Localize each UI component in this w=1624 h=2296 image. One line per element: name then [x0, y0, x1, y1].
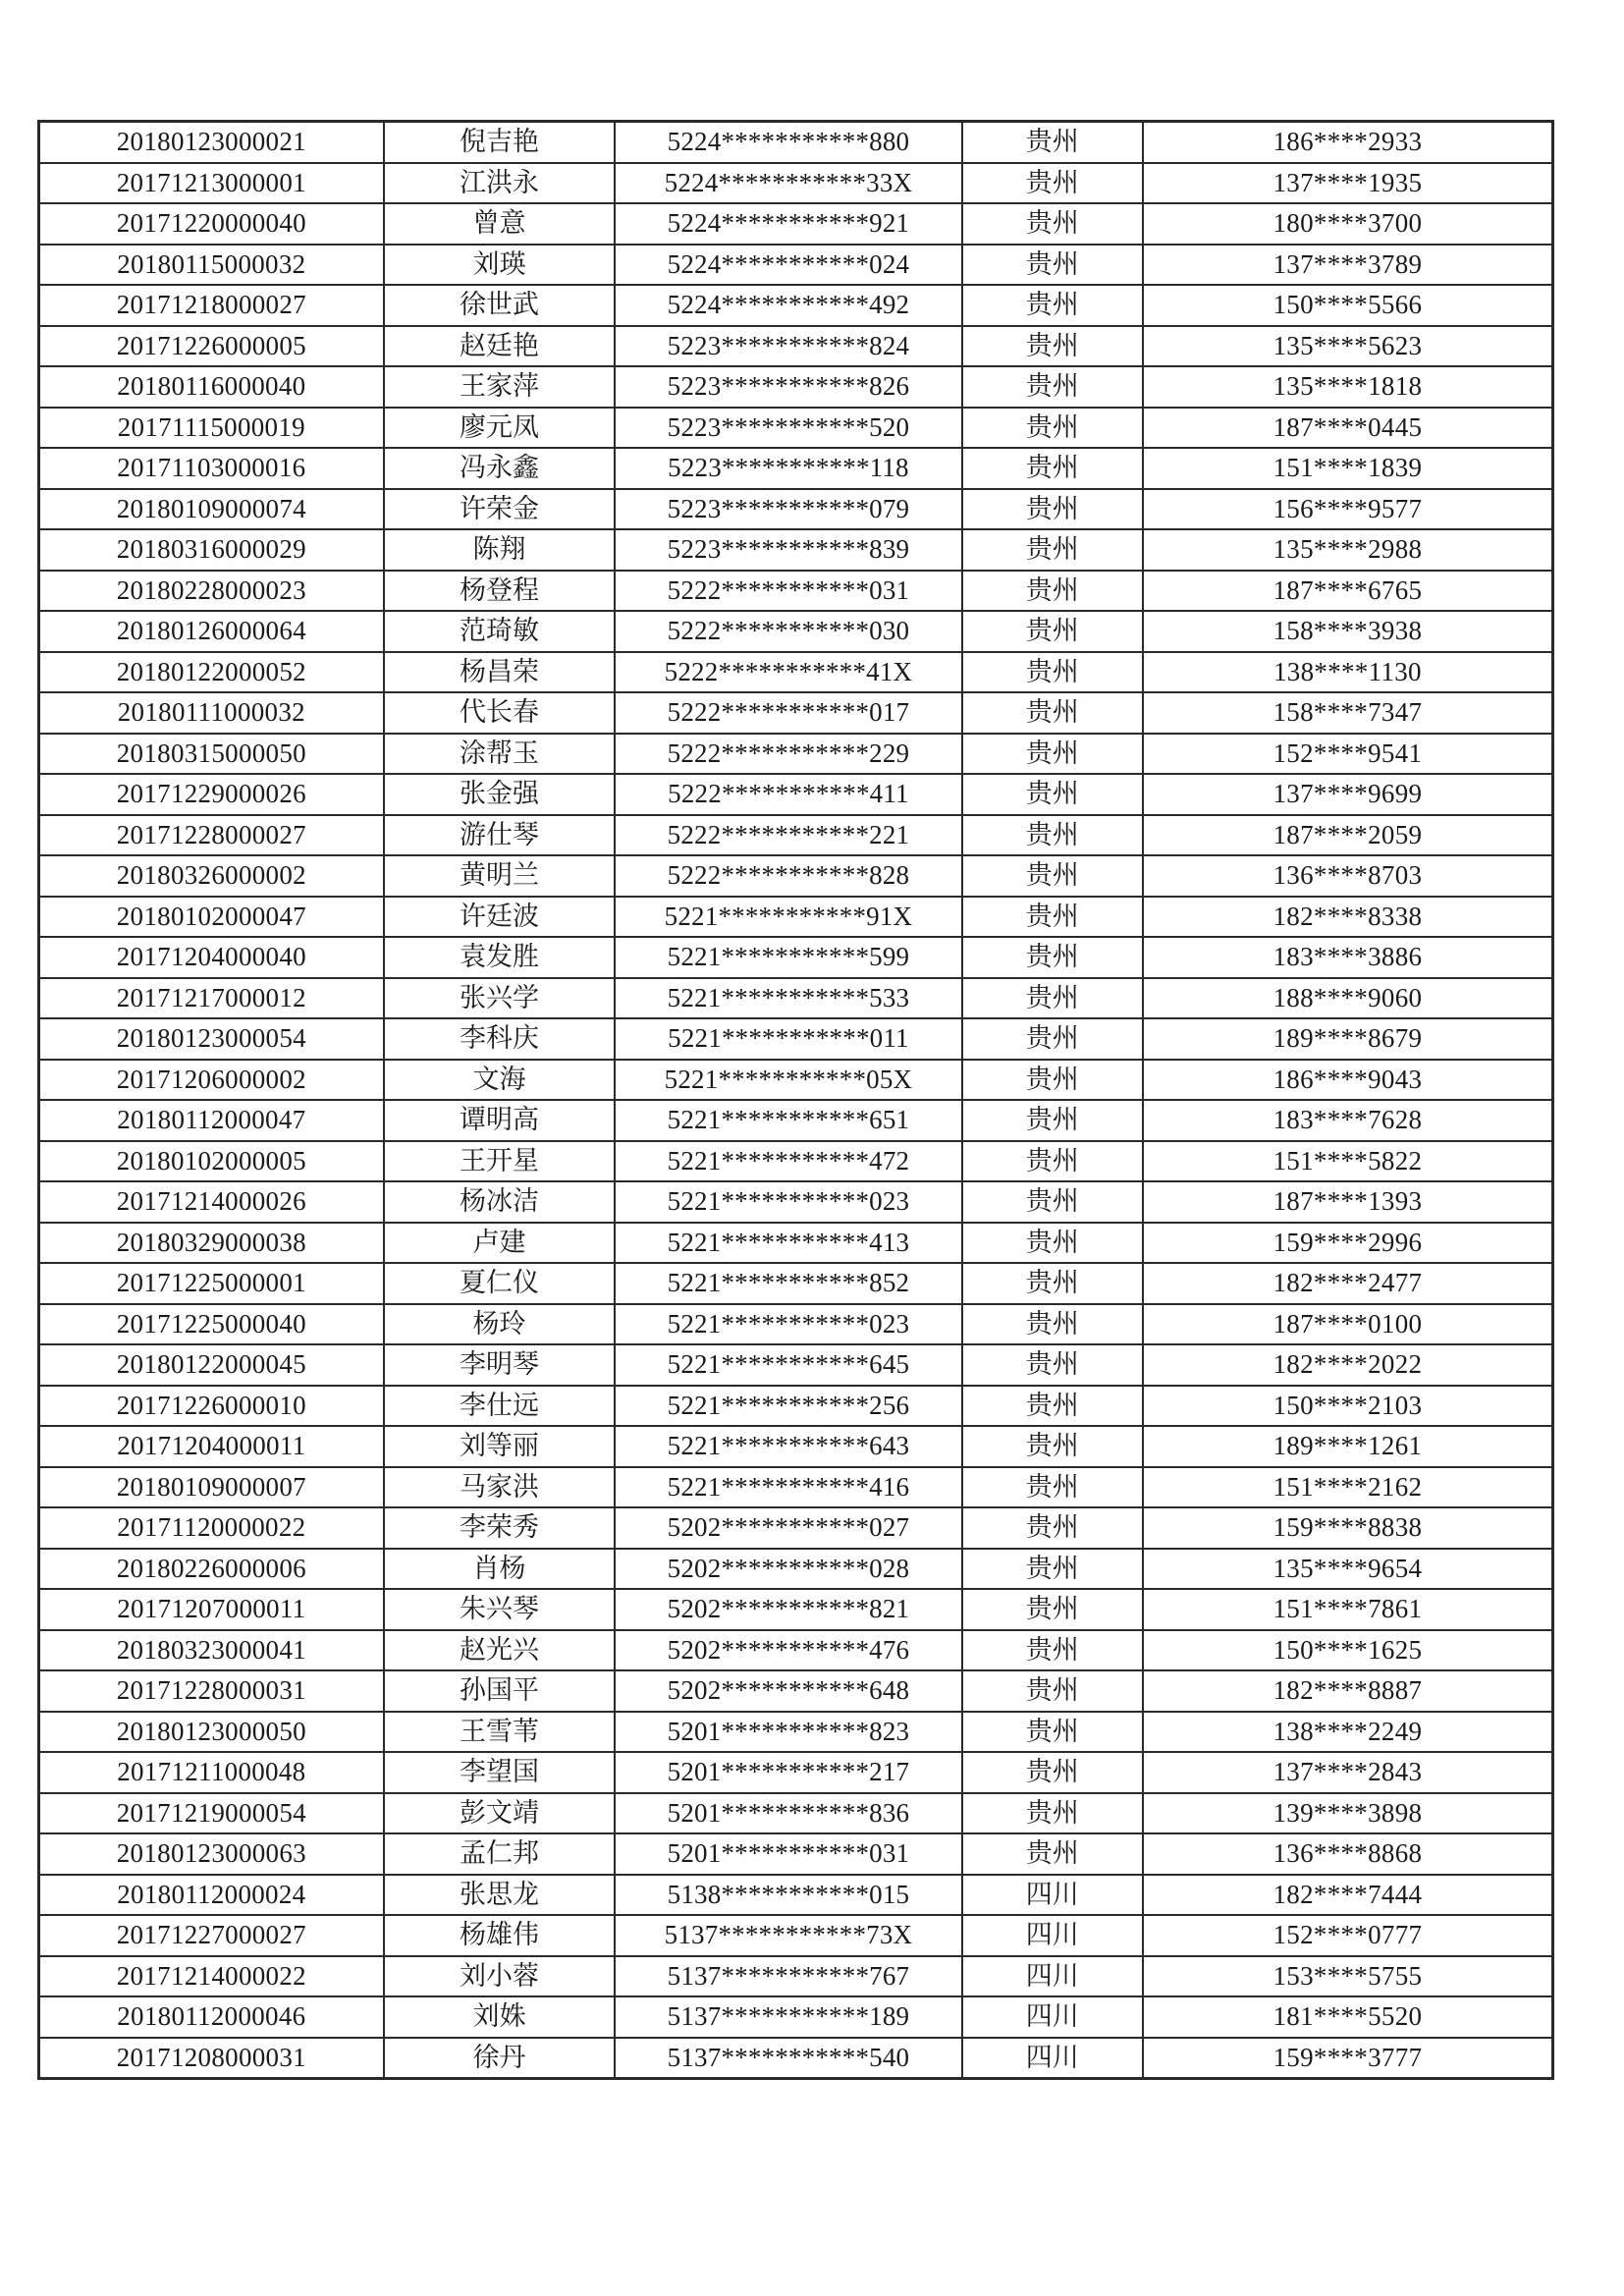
phone-cell: 189****1261 — [1143, 1426, 1553, 1467]
table-row — [39, 366, 1553, 408]
serial-number-cell: 20180323000041 — [39, 1630, 384, 1671]
name-cell: 李荣秀 — [384, 1507, 616, 1549]
serial-number-cell: 20171214000026 — [39, 1181, 384, 1223]
serial-number-cell: 20171204000011 — [39, 1426, 384, 1467]
name-cell: 代长春 — [384, 692, 616, 734]
province-cell: 贵州 — [962, 978, 1143, 1019]
id-number-cell: 5201***********031 — [615, 1833, 961, 1875]
table-row — [39, 1141, 1553, 1182]
serial-number-cell: 20180123000021 — [39, 122, 384, 163]
table-row — [39, 1996, 1553, 2038]
serial-number-cell: 20180123000050 — [39, 1712, 384, 1753]
phone-cell: 187****6765 — [1143, 571, 1553, 612]
id-number-cell: 5223***********118 — [615, 448, 961, 489]
name-cell: 涂帮玉 — [384, 734, 616, 775]
serial-number-cell: 20180126000064 — [39, 611, 384, 652]
province-cell: 贵州 — [962, 855, 1143, 897]
table-row — [39, 2038, 1553, 2079]
province-cell: 贵州 — [962, 1141, 1143, 1182]
name-cell: 廖元凤 — [384, 408, 616, 449]
province-cell: 贵州 — [962, 611, 1143, 652]
province-cell: 四川 — [962, 2038, 1143, 2079]
province-cell: 贵州 — [962, 571, 1143, 612]
id-number-cell: 5202***********476 — [615, 1630, 961, 1671]
id-number-cell: 5222***********030 — [615, 611, 961, 652]
id-number-cell: 5221***********023 — [615, 1181, 961, 1223]
table-row — [39, 1875, 1553, 1916]
id-number-cell: 5137***********540 — [615, 2038, 961, 2079]
phone-cell: 159****3777 — [1143, 2038, 1553, 2079]
name-cell: 张思龙 — [384, 1875, 616, 1916]
province-cell: 贵州 — [962, 408, 1143, 449]
phone-cell: 180****3700 — [1143, 203, 1553, 245]
name-cell: 黄明兰 — [384, 855, 616, 897]
name-cell: 陈翔 — [384, 529, 616, 571]
id-number-cell: 5221***********011 — [615, 1018, 961, 1060]
serial-number-cell: 20180228000023 — [39, 571, 384, 612]
table-row — [39, 203, 1553, 245]
province-cell: 贵州 — [962, 1426, 1143, 1467]
name-cell: 彭文靖 — [384, 1793, 616, 1834]
phone-cell: 158****3938 — [1143, 611, 1553, 652]
name-cell: 马家洪 — [384, 1467, 616, 1508]
id-number-cell: 5202***********027 — [615, 1507, 961, 1549]
province-cell: 贵州 — [962, 1304, 1143, 1345]
name-cell: 倪吉艳 — [384, 122, 616, 163]
serial-number-cell: 20171226000005 — [39, 326, 384, 367]
province-cell: 贵州 — [962, 1549, 1143, 1590]
id-number-cell: 5221***********852 — [615, 1263, 961, 1304]
serial-number-cell: 20171115000019 — [39, 408, 384, 449]
name-cell: 王开星 — [384, 1141, 616, 1182]
province-cell: 贵州 — [962, 366, 1143, 408]
province-cell: 贵州 — [962, 489, 1143, 530]
phone-cell: 182****2477 — [1143, 1263, 1553, 1304]
name-cell: 范琦敏 — [384, 611, 616, 652]
phone-cell: 187****2059 — [1143, 815, 1553, 856]
province-cell: 贵州 — [962, 1752, 1143, 1793]
province-cell: 四川 — [962, 1956, 1143, 1997]
province-cell: 贵州 — [962, 245, 1143, 286]
serial-number-cell: 20171228000031 — [39, 1670, 384, 1712]
name-cell: 赵廷艳 — [384, 326, 616, 367]
name-cell: 徐丹 — [384, 2038, 616, 2079]
id-number-cell: 5201***********217 — [615, 1752, 961, 1793]
phone-cell: 153****5755 — [1143, 1956, 1553, 1997]
name-cell: 赵光兴 — [384, 1630, 616, 1671]
name-cell: 游仕琴 — [384, 815, 616, 856]
serial-number-cell: 20171229000026 — [39, 774, 384, 815]
table-row — [39, 1426, 1553, 1467]
table-row — [39, 1956, 1553, 1997]
phone-cell: 188****9060 — [1143, 978, 1553, 1019]
name-cell: 徐世武 — [384, 285, 616, 326]
province-cell: 贵州 — [962, 897, 1143, 938]
phone-cell: 182****7444 — [1143, 1875, 1553, 1916]
phone-cell: 189****8679 — [1143, 1018, 1553, 1060]
id-number-cell: 5137***********73X — [615, 1915, 961, 1956]
id-number-cell: 5221***********651 — [615, 1100, 961, 1141]
serial-number-cell: 20171213000001 — [39, 163, 384, 204]
serial-number-cell: 20180102000047 — [39, 897, 384, 938]
serial-number-cell: 20171220000040 — [39, 203, 384, 245]
serial-number-cell: 20180109000074 — [39, 489, 384, 530]
id-number-cell: 5202***********648 — [615, 1670, 961, 1712]
province-cell: 贵州 — [962, 1833, 1143, 1875]
table-row — [39, 734, 1553, 775]
id-number-cell: 5221***********645 — [615, 1344, 961, 1386]
serial-number-cell: 20180111000032 — [39, 692, 384, 734]
name-cell: 刘小蓉 — [384, 1956, 616, 1997]
table-row — [39, 408, 1553, 449]
name-cell: 李仕远 — [384, 1386, 616, 1427]
id-number-cell: 5221***********05X — [615, 1060, 961, 1101]
table-row — [39, 326, 1553, 367]
province-cell: 贵州 — [962, 1712, 1143, 1753]
table-row — [39, 571, 1553, 612]
table-row — [39, 897, 1553, 938]
phone-cell: 137****3789 — [1143, 245, 1553, 286]
name-cell: 曾意 — [384, 203, 616, 245]
id-number-cell: 5224***********33X — [615, 163, 961, 204]
name-cell: 孙国平 — [384, 1670, 616, 1712]
id-number-cell: 5223***********839 — [615, 529, 961, 571]
serial-number-cell: 20171217000012 — [39, 978, 384, 1019]
table-row — [39, 1223, 1553, 1264]
province-cell: 贵州 — [962, 448, 1143, 489]
table-row — [39, 1263, 1553, 1304]
table-row — [39, 1549, 1553, 1590]
table-row — [39, 285, 1553, 326]
id-number-cell: 5221***********599 — [615, 937, 961, 978]
province-cell: 贵州 — [962, 734, 1143, 775]
serial-number-cell: 20180115000032 — [39, 245, 384, 286]
serial-number-cell: 20171214000022 — [39, 1956, 384, 1997]
serial-number-cell: 20171225000001 — [39, 1263, 384, 1304]
name-cell: 杨登程 — [384, 571, 616, 612]
table-row — [39, 774, 1553, 815]
id-number-cell: 5202***********821 — [615, 1589, 961, 1630]
name-cell: 袁发胜 — [384, 937, 616, 978]
serial-number-cell: 20171206000002 — [39, 1060, 384, 1101]
id-number-cell: 5223***********826 — [615, 366, 961, 408]
phone-cell: 182****2022 — [1143, 1344, 1553, 1386]
id-number-cell: 5223***********520 — [615, 408, 961, 449]
id-number-cell: 5137***********767 — [615, 1956, 961, 1997]
serial-number-cell: 20180112000046 — [39, 1996, 384, 2038]
id-number-cell: 5201***********823 — [615, 1712, 961, 1753]
serial-number-cell: 20180122000052 — [39, 652, 384, 693]
phone-cell: 150****2103 — [1143, 1386, 1553, 1427]
name-cell: 冯永鑫 — [384, 448, 616, 489]
serial-number-cell: 20171120000022 — [39, 1507, 384, 1549]
table-row — [39, 1712, 1553, 1753]
serial-number-cell: 20171208000031 — [39, 2038, 384, 2079]
table-row — [39, 245, 1553, 286]
phone-cell: 181****5520 — [1143, 1996, 1553, 2038]
table-row — [39, 1386, 1553, 1427]
name-cell: 王雪苇 — [384, 1712, 616, 1753]
table-row — [39, 815, 1553, 856]
phone-cell: 139****3898 — [1143, 1793, 1553, 1834]
province-cell: 贵州 — [962, 163, 1143, 204]
name-cell: 杨冰洁 — [384, 1181, 616, 1223]
table-row — [39, 855, 1553, 897]
id-number-cell: 5221***********533 — [615, 978, 961, 1019]
name-cell: 孟仁邦 — [384, 1833, 616, 1875]
table-row — [39, 489, 1553, 530]
id-number-cell: 5223***********079 — [615, 489, 961, 530]
province-cell: 贵州 — [962, 1467, 1143, 1508]
province-cell: 贵州 — [962, 815, 1143, 856]
serial-number-cell: 20180315000050 — [39, 734, 384, 775]
table-row — [39, 1467, 1553, 1508]
table-row — [39, 1304, 1553, 1345]
id-number-cell: 5222***********411 — [615, 774, 961, 815]
table-row — [39, 1100, 1553, 1141]
name-cell: 杨玲 — [384, 1304, 616, 1345]
serial-number-cell: 20180326000002 — [39, 855, 384, 897]
table-row — [39, 611, 1553, 652]
id-number-cell: 5221***********472 — [615, 1141, 961, 1182]
name-cell: 朱兴琴 — [384, 1589, 616, 1630]
phone-cell: 152****9541 — [1143, 734, 1553, 775]
province-cell: 四川 — [962, 1875, 1143, 1916]
serial-number-cell: 20180116000040 — [39, 366, 384, 408]
province-cell: 贵州 — [962, 1181, 1143, 1223]
serial-number-cell: 20180109000007 — [39, 1467, 384, 1508]
name-cell: 杨昌荣 — [384, 652, 616, 693]
table-row — [39, 1793, 1553, 1834]
roster-table-body — [39, 122, 1553, 2079]
serial-number-cell: 20180112000047 — [39, 1100, 384, 1141]
roster-table — [37, 120, 1554, 2080]
province-cell: 贵州 — [962, 692, 1143, 734]
province-cell: 贵州 — [962, 203, 1143, 245]
name-cell: 谭明高 — [384, 1100, 616, 1141]
serial-number-cell: 20171207000011 — [39, 1589, 384, 1630]
name-cell: 王家萍 — [384, 366, 616, 408]
province-cell: 贵州 — [962, 529, 1143, 571]
name-cell: 刘姝 — [384, 1996, 616, 2038]
id-number-cell: 5221***********023 — [615, 1304, 961, 1345]
phone-cell: 137****1935 — [1143, 163, 1553, 204]
serial-number-cell: 20171225000040 — [39, 1304, 384, 1345]
phone-cell: 135****5623 — [1143, 326, 1553, 367]
phone-cell: 159****8838 — [1143, 1507, 1553, 1549]
phone-cell: 138****1130 — [1143, 652, 1553, 693]
phone-cell: 151****5822 — [1143, 1141, 1553, 1182]
province-cell: 贵州 — [962, 1386, 1143, 1427]
id-number-cell: 5224***********880 — [615, 122, 961, 163]
name-cell: 许廷波 — [384, 897, 616, 938]
table-row — [39, 1670, 1553, 1712]
phone-cell: 136****8703 — [1143, 855, 1553, 897]
table-row — [39, 448, 1553, 489]
province-cell: 贵州 — [962, 1344, 1143, 1386]
table-row — [39, 163, 1553, 204]
id-number-cell: 5222***********017 — [615, 692, 961, 734]
id-number-cell: 5224***********492 — [615, 285, 961, 326]
table-row — [39, 1344, 1553, 1386]
province-cell: 贵州 — [962, 1263, 1143, 1304]
name-cell: 张金强 — [384, 774, 616, 815]
serial-number-cell: 20180316000029 — [39, 529, 384, 571]
phone-cell: 150****5566 — [1143, 285, 1553, 326]
id-number-cell: 5222***********229 — [615, 734, 961, 775]
province-cell: 贵州 — [962, 122, 1143, 163]
id-number-cell: 5221***********643 — [615, 1426, 961, 1467]
phone-cell: 186****9043 — [1143, 1060, 1553, 1101]
table-row — [39, 529, 1553, 571]
province-cell: 贵州 — [962, 326, 1143, 367]
phone-cell: 151****7861 — [1143, 1589, 1553, 1630]
name-cell: 肖杨 — [384, 1549, 616, 1590]
phone-cell: 137****2843 — [1143, 1752, 1553, 1793]
id-number-cell: 5224***********024 — [615, 245, 961, 286]
serial-number-cell: 20171227000027 — [39, 1915, 384, 1956]
phone-cell: 182****8887 — [1143, 1670, 1553, 1712]
id-number-cell: 5221***********416 — [615, 1467, 961, 1508]
id-number-cell: 5222***********031 — [615, 571, 961, 612]
name-cell: 许荣金 — [384, 489, 616, 530]
serial-number-cell: 20180226000006 — [39, 1549, 384, 1590]
province-cell: 贵州 — [962, 1630, 1143, 1671]
id-number-cell: 5221***********413 — [615, 1223, 961, 1264]
province-cell: 贵州 — [962, 285, 1143, 326]
serial-number-cell: 20171219000054 — [39, 1793, 384, 1834]
phone-cell: 187****1393 — [1143, 1181, 1553, 1223]
province-cell: 贵州 — [962, 1100, 1143, 1141]
province-cell: 贵州 — [962, 937, 1143, 978]
serial-number-cell: 20171228000027 — [39, 815, 384, 856]
phone-cell: 135****2988 — [1143, 529, 1553, 571]
phone-cell: 183****3886 — [1143, 937, 1553, 978]
name-cell: 卢建 — [384, 1223, 616, 1264]
id-number-cell: 5222***********221 — [615, 815, 961, 856]
phone-cell: 187****0445 — [1143, 408, 1553, 449]
table-row — [39, 1018, 1553, 1060]
table-row — [39, 978, 1553, 1019]
name-cell: 江洪永 — [384, 163, 616, 204]
id-number-cell: 5137***********189 — [615, 1996, 961, 2038]
id-number-cell: 5201***********836 — [615, 1793, 961, 1834]
table-row — [39, 652, 1553, 693]
phone-cell: 156****9577 — [1143, 489, 1553, 530]
phone-cell: 151****2162 — [1143, 1467, 1553, 1508]
province-cell: 贵州 — [962, 774, 1143, 815]
table-row — [39, 937, 1553, 978]
table-row — [39, 1915, 1553, 1956]
name-cell: 刘等丽 — [384, 1426, 616, 1467]
id-number-cell: 5202***********028 — [615, 1549, 961, 1590]
id-number-cell: 5138***********015 — [615, 1875, 961, 1916]
phone-cell: 151****1839 — [1143, 448, 1553, 489]
province-cell: 贵州 — [962, 1589, 1143, 1630]
phone-cell: 135****1818 — [1143, 366, 1553, 408]
province-cell: 贵州 — [962, 1670, 1143, 1712]
phone-cell: 135****9654 — [1143, 1549, 1553, 1590]
name-cell: 李明琴 — [384, 1344, 616, 1386]
phone-cell: 183****7628 — [1143, 1100, 1553, 1141]
table-row — [39, 1752, 1553, 1793]
serial-number-cell: 20180329000038 — [39, 1223, 384, 1264]
id-number-cell: 5221***********91X — [615, 897, 961, 938]
serial-number-cell: 20180102000005 — [39, 1141, 384, 1182]
table-row — [39, 692, 1553, 734]
name-cell: 李望国 — [384, 1752, 616, 1793]
table-row — [39, 1630, 1553, 1671]
serial-number-cell: 20180123000063 — [39, 1833, 384, 1875]
table-row — [39, 1060, 1553, 1101]
name-cell: 杨雄伟 — [384, 1915, 616, 1956]
name-cell: 张兴学 — [384, 978, 616, 1019]
table-row — [39, 1833, 1553, 1875]
province-cell: 贵州 — [962, 652, 1143, 693]
serial-number-cell: 20171204000040 — [39, 937, 384, 978]
province-cell: 贵州 — [962, 1507, 1143, 1549]
id-number-cell: 5223***********824 — [615, 326, 961, 367]
province-cell: 贵州 — [962, 1018, 1143, 1060]
name-cell: 刘瑛 — [384, 245, 616, 286]
province-cell: 贵州 — [962, 1793, 1143, 1834]
serial-number-cell: 20171218000027 — [39, 285, 384, 326]
table-row — [39, 1181, 1553, 1223]
name-cell: 夏仁仪 — [384, 1263, 616, 1304]
id-number-cell: 5224***********921 — [615, 203, 961, 245]
serial-number-cell: 20180122000045 — [39, 1344, 384, 1386]
serial-number-cell: 20171226000010 — [39, 1386, 384, 1427]
phone-cell: 159****2996 — [1143, 1223, 1553, 1264]
table-row — [39, 1507, 1553, 1549]
phone-cell: 150****1625 — [1143, 1630, 1553, 1671]
phone-cell: 138****2249 — [1143, 1712, 1553, 1753]
phone-cell: 137****9699 — [1143, 774, 1553, 815]
id-number-cell: 5222***********41X — [615, 652, 961, 693]
name-cell: 李科庆 — [384, 1018, 616, 1060]
phone-cell: 186****2933 — [1143, 122, 1553, 163]
serial-number-cell: 20171103000016 — [39, 448, 384, 489]
roster-sheet — [37, 120, 1554, 2080]
province-cell: 贵州 — [962, 1060, 1143, 1101]
name-cell: 文海 — [384, 1060, 616, 1101]
phone-cell: 182****8338 — [1143, 897, 1553, 938]
id-number-cell: 5221***********256 — [615, 1386, 961, 1427]
phone-cell: 187****0100 — [1143, 1304, 1553, 1345]
province-cell: 贵州 — [962, 1223, 1143, 1264]
serial-number-cell: 20171211000048 — [39, 1752, 384, 1793]
phone-cell: 136****8868 — [1143, 1833, 1553, 1875]
phone-cell: 152****0777 — [1143, 1915, 1553, 1956]
phone-cell: 158****7347 — [1143, 692, 1553, 734]
serial-number-cell: 20180112000024 — [39, 1875, 384, 1916]
province-cell: 四川 — [962, 1996, 1143, 2038]
id-number-cell: 5222***********828 — [615, 855, 961, 897]
table-row — [39, 1589, 1553, 1630]
province-cell: 四川 — [962, 1915, 1143, 1956]
table-row — [39, 122, 1553, 163]
serial-number-cell: 20180123000054 — [39, 1018, 384, 1060]
